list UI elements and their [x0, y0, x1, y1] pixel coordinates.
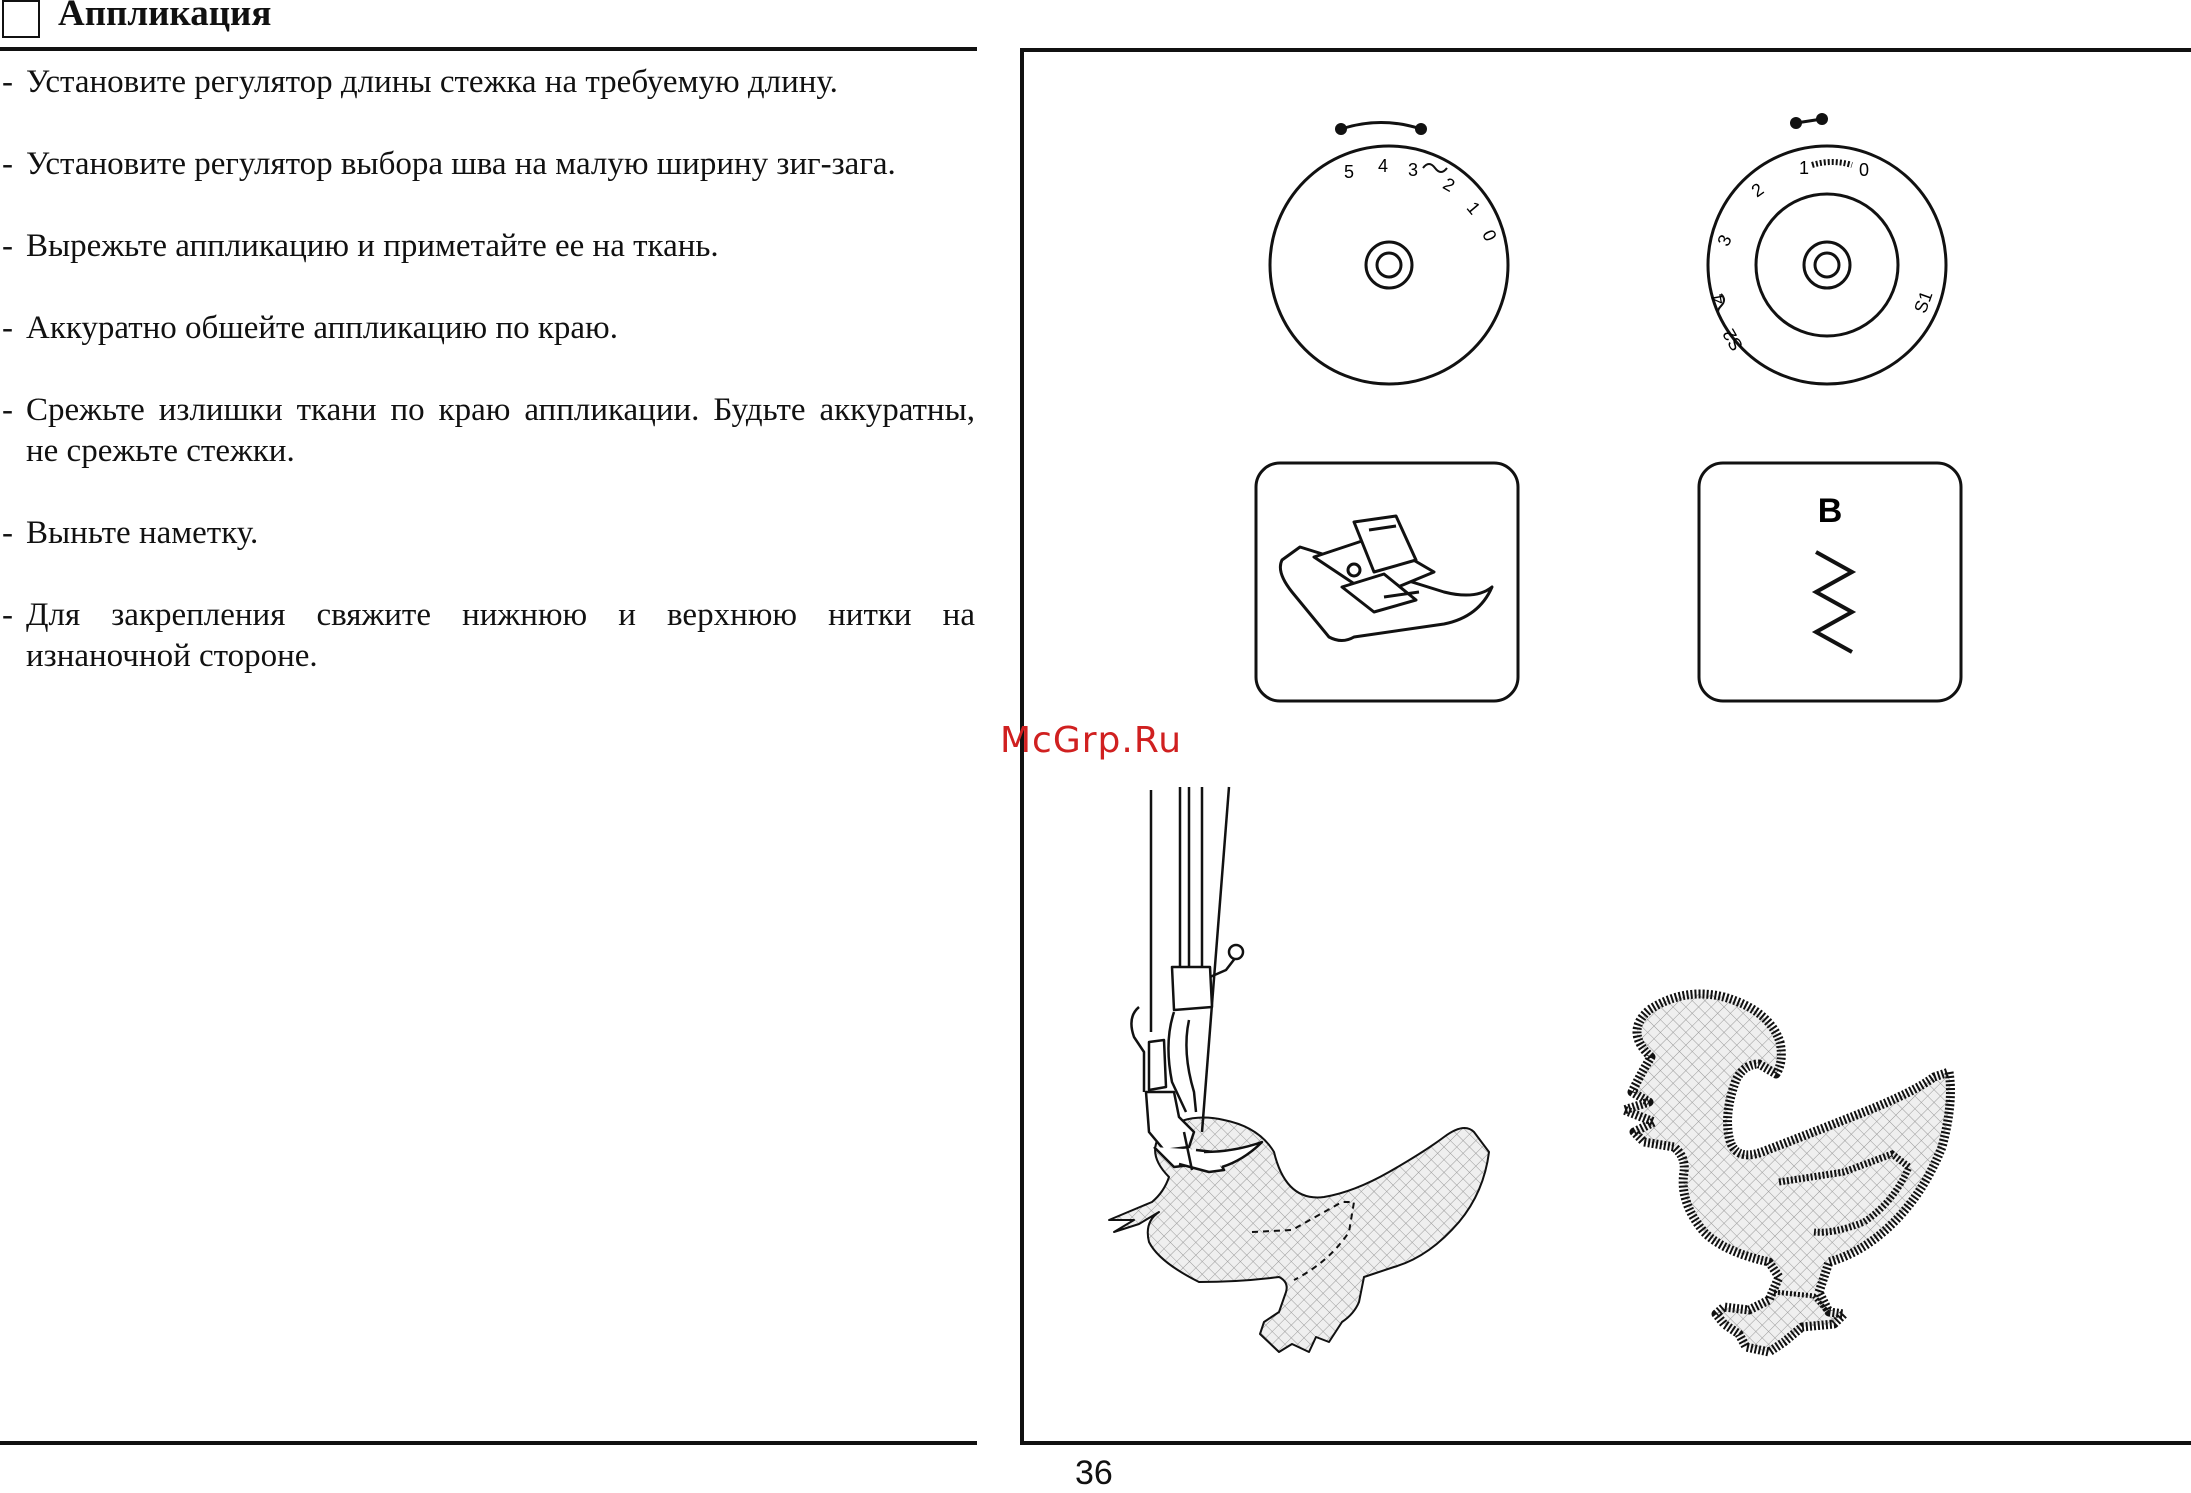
length-label-2: 2 — [1439, 173, 1459, 196]
step-6: - Выньте наметку. — [0, 513, 975, 554]
top-rule — [0, 47, 977, 51]
step-2: - Установите регулятор выбора шва на малую ширину зиг-зага. — [0, 144, 975, 185]
step-4: - Аккуратно обшейте аппликацию по краю. — [0, 308, 975, 349]
step-3: - Вырежьте аппликацию и приметайте ее на ткань. — [0, 226, 975, 267]
finished-applique-duck — [1624, 994, 1950, 1352]
length-label-4: 4 — [1377, 156, 1389, 176]
section-title: Аппликация — [58, 0, 272, 34]
zigzag-stitch-icon — [1816, 552, 1852, 652]
width-label-1: 1 — [1798, 158, 1810, 178]
section-header — [0, 0, 977, 50]
stitch-pattern-box — [1699, 463, 1961, 701]
width-label-s2: S2 — [1718, 325, 1747, 355]
length-label-1: 1 — [1462, 197, 1485, 219]
length-label-3: 3 — [1407, 160, 1419, 180]
stitch-length-dial — [1270, 123, 1508, 385]
length-label-0: 0 — [1478, 226, 1501, 245]
illustration-panel — [1020, 48, 2191, 1445]
presser-foot-icon — [1280, 516, 1492, 641]
pattern-letter: B — [1817, 492, 1843, 530]
sewing-needle-illustration — [1109, 787, 1489, 1352]
width-label-0: 0 — [1858, 160, 1870, 180]
width-label-2: 2 — [1747, 179, 1768, 202]
step-5: - Срежьте излишки ткани по краю аппликации. Будьте аккуратны, не срежьте стежки. — [0, 390, 975, 472]
length-label-5: 5 — [1343, 162, 1355, 182]
width-label-s1: S1 — [1910, 288, 1937, 316]
width-label-3: 3 — [1713, 231, 1736, 250]
page-number: 36 — [1075, 1454, 1113, 1492]
section-checkbox — [2, 0, 40, 38]
watermark: McGrp.Ru — [1000, 720, 1183, 761]
width-label-4: 4 — [1707, 292, 1729, 306]
step-7: - Для закрепления свяжите нижнюю и верхнюю нитки на изнаночной стороне. — [0, 595, 975, 677]
instruction-list — [0, 62, 975, 718]
bottom-rule — [0, 1441, 977, 1445]
step-1: - Установите регулятор длины стежка на требуемую длину. — [0, 62, 975, 103]
stitch-width-dial — [1707, 113, 1946, 384]
presser-foot-box — [1256, 463, 1518, 701]
